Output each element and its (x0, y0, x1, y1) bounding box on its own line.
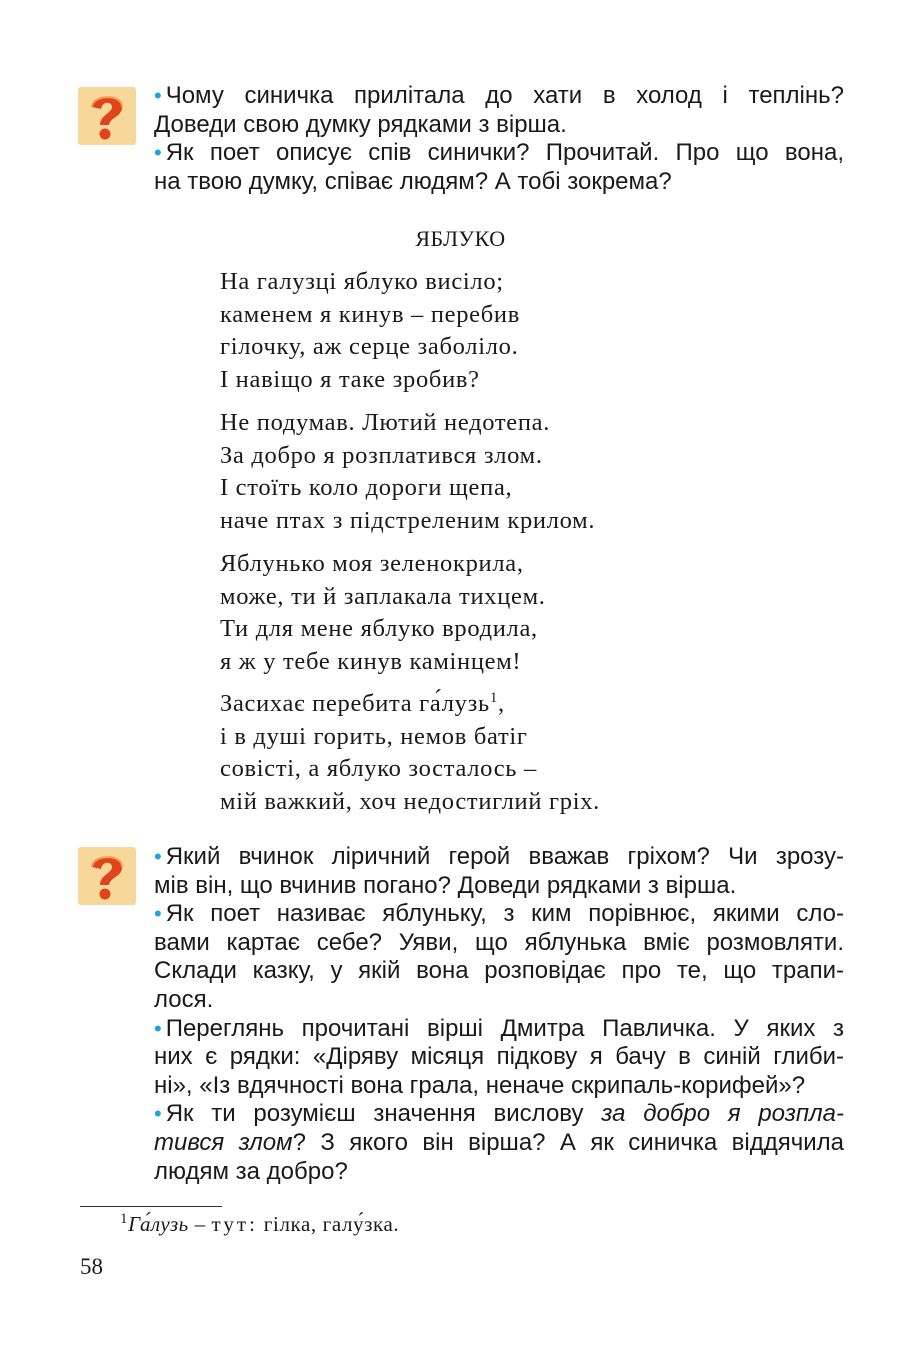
footnote-ref: 1 (489, 689, 499, 706)
question-line: вами картає себе? Уяви, що яблунька вміє розмовляти. (154, 928, 844, 956)
poem-line: мій важкий, хоч недостиглий гріх. (220, 788, 600, 816)
poem-line: може, ти й заплакала тихцем. (220, 582, 546, 610)
poem-line: За добро я розплатився злом. (220, 441, 543, 469)
page-number: 58 (80, 1254, 103, 1279)
poem-line: наче птах з підстреленим крилом. (220, 507, 596, 535)
question-line: тився злом? З якого він вірша? А як синичка віддячила (154, 1128, 845, 1156)
question-line: них є рядки: «Діряву місяця підкову я бачу в синій глиби- (154, 1043, 844, 1071)
poem-line: Засихає перебита га́лузь$^1$, (220, 689, 505, 717)
question-line: Доведи свою думку рядками з вірша. (154, 110, 567, 138)
question-line: • Чому синичка прилітала до хати в холод і теплінь? (154, 82, 844, 109)
question-line: мів він, що вчинив погано? Доведи рядками з вірша. (154, 871, 737, 899)
poem-line: Не подумав. Лютий недотепа. (220, 409, 551, 436)
question-line: лося. (154, 985, 214, 1013)
question-mark-icon (78, 847, 136, 905)
poem-line: І навіщо я таке зробив? (220, 366, 480, 394)
poem-line: І стоїть коло дороги щепа, (220, 474, 513, 502)
question-mark-icon (78, 87, 136, 145)
bullet-icon: • (154, 83, 162, 108)
question-line: • Переглянь прочитані вірші Дмитра Павличка. У яких з (154, 1014, 844, 1042)
poem-line: гілочку, аж серце заболіло. (220, 333, 519, 361)
poem-line: каменем я кинув – перебив (220, 300, 520, 328)
poem-stanza (220, 548, 780, 679)
bullet-icon: • (154, 1015, 162, 1041)
question-line: • Як поет описує спів синички? Прочитай. Про що вона, (154, 139, 844, 167)
bullet-icon: • (154, 901, 162, 927)
bullet-icon: • (154, 140, 162, 166)
poem-title: ЯБЛУКО (415, 226, 506, 251)
poem-line: совісті, а яблуко зосталось – (220, 755, 537, 783)
question-line: • Який вчинок ліричний герой вважав гріхом? Чи зрозу- (154, 843, 844, 870)
footnote: $^1$Га́лузь – тут: гілка, галу́зка. (120, 1211, 400, 1236)
poem-line: Яблунько моя зеленокрила, (220, 550, 524, 577)
poem-line: На галузці яблуко висіло; (220, 268, 504, 295)
poem-line: і в душі горить, немов батіг (220, 722, 528, 750)
poem-stanza (220, 266, 780, 397)
question-line: на твою думку, співає людям? А тобі зокрема? (154, 167, 672, 195)
footnote-divider (80, 1206, 222, 1207)
question-line: • Як ти розумієш значення вислову за добро я розпла- (154, 1100, 844, 1128)
poem-stanza (220, 688, 780, 819)
bullet-icon: • (154, 1101, 162, 1127)
question-line: людям за добро? (154, 1157, 348, 1185)
questions-top (154, 82, 844, 196)
question-line: • Як поет називає яблуньку, з ким порівнює, якими сло- (154, 900, 844, 928)
question-line: ні», «Із вдячності вона грала, неначе скрипаль-корифей»? (154, 1071, 806, 1099)
question-line: Склади казку, у якій вона розповідає про те, що трапи- (154, 957, 844, 985)
poem-line: я ж у тебе кинув камінцем! (220, 648, 522, 676)
poem-line: Ти для мене яблуко вродила, (220, 615, 538, 643)
bullet-icon: • (154, 844, 162, 869)
questions-bottom (154, 843, 844, 1186)
poem-stanza (220, 407, 780, 538)
